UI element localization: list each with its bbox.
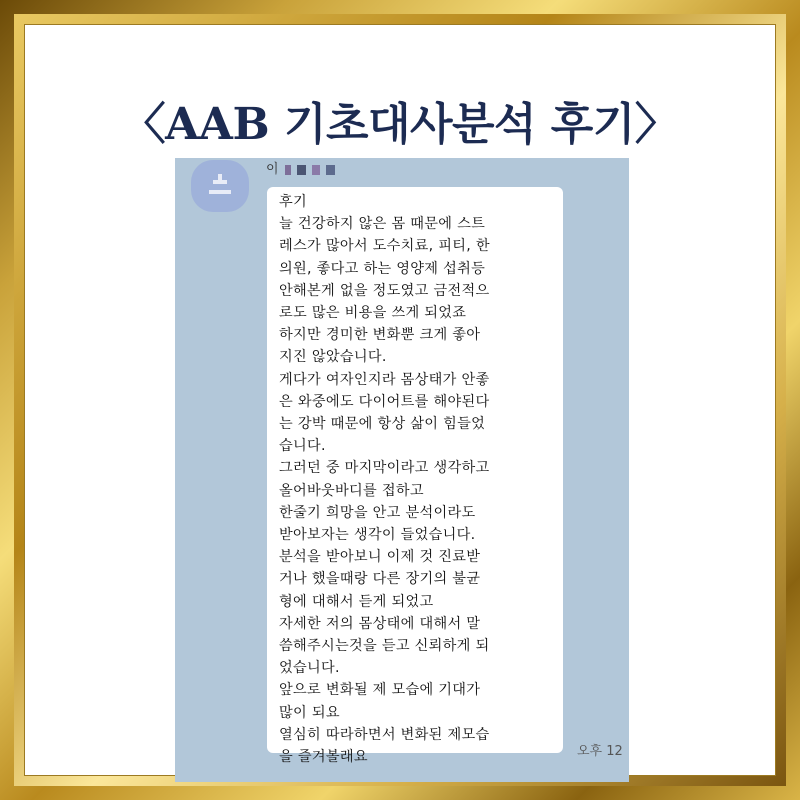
- blurred-name-block: [285, 165, 291, 175]
- page-title: 〈AAB 기초대사분석 후기〉: [121, 99, 679, 150]
- sender-name: [266, 158, 335, 178]
- chat-screenshot: [175, 158, 629, 782]
- message-line: 그러던 중 마지막이라고 생각하고: [279, 460, 490, 477]
- message-line: 하지만 경미한 변화뿐 크게 좋아: [279, 327, 481, 344]
- message-line: 로도 많은 비용을 쓰게 되었죠: [279, 305, 467, 322]
- message-line: 한줄기 희망을 안고 분석이라도: [279, 504, 476, 521]
- message-line: 안해본게 없을 정도였고 금전적으: [279, 282, 490, 299]
- message-line: 많이 되요: [279, 704, 340, 721]
- message-line: 게다가 여자인지라 몸상태가 안좋: [279, 371, 490, 388]
- review-card: [24, 24, 776, 776]
- message-line: 습니다.: [279, 438, 326, 455]
- avatar: [191, 160, 249, 212]
- message-line: 은 와중에도 다이어트를 해야된다: [279, 393, 490, 410]
- message-bubble[interactable]: [267, 187, 563, 766]
- message-line: 형에 대해서 듣게 되었고: [279, 593, 434, 610]
- message-line: 의원, 좋다고 하는 영양제 섭취등: [279, 260, 486, 277]
- message-line: 열심히 따라하면서 변화된 제모습: [279, 726, 490, 743]
- message-line: 늘 건강하지 않은 몸 때문에 스트: [279, 216, 486, 233]
- message-line: 지진 않았습니다.: [279, 349, 387, 366]
- profile-silhouette-icon: [191, 160, 249, 212]
- message-line: 씀해주시는것을 듣고 신뢰하게 되: [279, 638, 490, 655]
- message-line: 분석을 받아보니 이제 것 진료받: [279, 549, 481, 566]
- message-line: 었습니다.: [279, 660, 340, 677]
- message-line: 자세한 저의 몸상태에 대해서 말: [279, 615, 481, 632]
- blurred-name-block: [297, 165, 306, 175]
- message-line: 는 강박 때문에 항상 삶이 힘들었: [279, 416, 486, 433]
- message-line: 받아보자는 생각이 들었습니다.: [279, 527, 476, 544]
- message-time: 오후 12: [577, 744, 623, 759]
- message-line: 올어바웃바디를 접하고: [279, 482, 424, 499]
- message-line: 앞으로 변화될 제 모습에 기대가: [279, 682, 481, 699]
- message-line: 후기: [279, 194, 308, 210]
- blurred-name-block: [312, 165, 320, 175]
- default-profile-icon: [191, 160, 249, 212]
- message-line: 을 즐겨볼래요: [279, 749, 368, 766]
- blurred-name-block: [326, 165, 335, 175]
- sender-name-text: 이: [266, 162, 279, 177]
- message-line: 거나 했을때랑 다른 장기의 불균: [279, 571, 481, 588]
- message-line: 레스가 많아서 도수치료, 피티, 한: [279, 238, 490, 255]
